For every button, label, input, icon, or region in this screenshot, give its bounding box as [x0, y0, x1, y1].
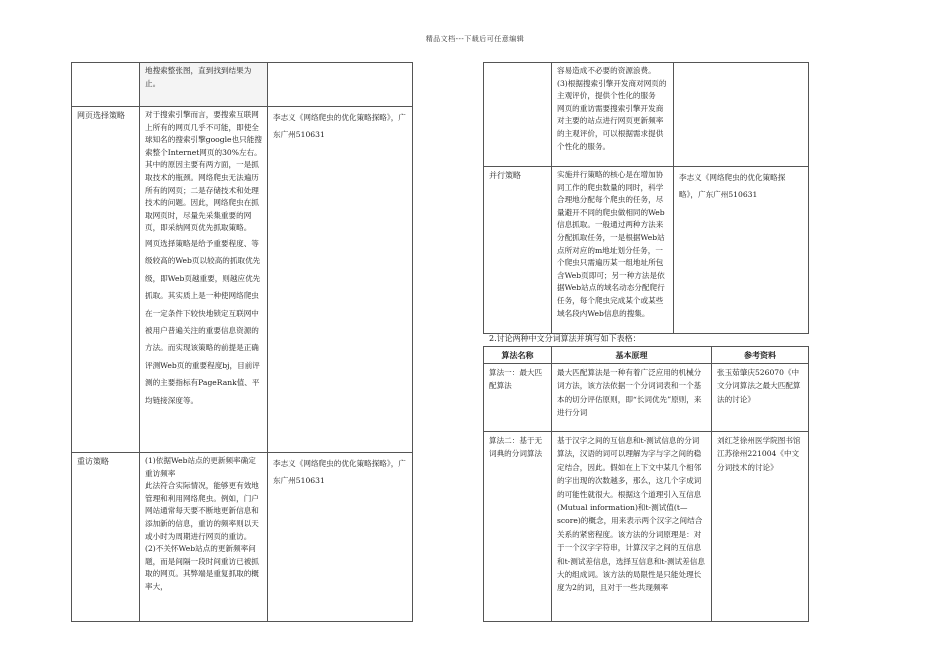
row-content-continued: 网页选择策略是给予重要程度、等级较高的Web页以较高的抓取优先级，即Web页越重要，则越应优先抓取。其实质上是一种使网络爬虫在一定条件下较快地锁定互联网中被用户普遍关注的重要信息资源的方法。而实现该策略的前提是正确评测Web页的重要程度bj，目前评测的主要指标有PageRank值、平均链接深度等。: [145, 238, 261, 405]
row-content: 容易造成不必要的资源浪费。 (3)根据搜索引擎开发商对网页的主观评价，提供个性化的服务 网页的重访需要搜索引擎开发商对主要的站点进行网页更新频率的主观评价，可以根据需求提供个性化的服务。: [552, 63, 674, 167]
table-header-row: [484, 347, 809, 364]
algorithm-table: [483, 346, 809, 622]
left-strategy-table: [71, 62, 413, 622]
algorithm-reference: 张玉茹肇庆526070《中文分词算法之最大匹配算法的讨论》: [712, 364, 809, 432]
row-label: 网页选择策略: [72, 107, 140, 453]
section-title: 2.讨论两种中文分词算法并填写如下表格：: [489, 334, 641, 343]
algorithm-principle: 最大匹配算法是一种有着广泛应用的机械分词方法，该方法依据一个分词词表和一个基本的切分评估原则，即“长词优先”原则，来进行分词: [552, 364, 712, 432]
row-label: [72, 63, 140, 107]
row-reference: 李志义《网络爬虫的优化策略探略》，广东广州510631: [674, 167, 809, 334]
right-strategy-table: [483, 62, 809, 334]
row-reference: 李志义《网络爬虫的优化策略探略》，广东广州510631: [268, 107, 413, 453]
header-note: 精品文档---下载后可任意编辑: [425, 35, 525, 43]
column-header: 基本原理: [552, 347, 712, 364]
table-row: [484, 63, 809, 167]
table-row: [484, 432, 809, 622]
table-row: [484, 364, 809, 432]
algorithm-principle: 基于汉字之间的互信息和t-测试信息的分词算法，汉语的词可以理解为字与字之间的稳定结合，因此。假如在上下文中某几个相邻的字出现的次数越多，那么，这几个字成词的可能性就很大。根据这个道理引入互信息(Mutual information)和t-测试值(t—score)的概念，用来表示两个汉字之间结合关系的紧密程度。该方法的分词原理是：对于一个汉字字符串，计算汉字之间的互信息和t-测试差信息，选择互信息和t-测试差信息大的组成词。该方法的局限性是只能处理长度为2的词，且对于一些共现频率: [552, 432, 712, 622]
table-row: [72, 453, 413, 622]
row-content: (1)依据Web站点的更新频率确定重访频率 此法符合实际情况，能够更有效地管理和利用网络爬虫。例如，门户网站通常每天要不断地更新信息和添加新的信息，重访的频率则以天或小时为周期进行网页的重访。 (2)不关怀Web站点的更新频率问题，而是间隔一段时间重访已被抓取的网页。其弊端是重复抓取的概率大，: [140, 453, 268, 622]
algorithm-name: 算法二：基于无词典的分词算法: [484, 432, 552, 622]
row-label: [484, 63, 552, 167]
column-header: 参考资料: [712, 347, 809, 364]
row-reference: [268, 63, 413, 107]
row-content: 对于搜索引擎而言，要搜索互联网上所有的网页几乎不可能，即使全球知名的搜索引擎google也只能搜索整个Internet网页的30%左右。其中的原因主要有两方面，一是抓取技术的瓶颈。网络爬虫无法遍历所有的网页；二是存储技术和处理技术的问题。因此，网络爬虫在抓取网页时，尽量先采集重要的网页，即采纳网页优先抓取策略。: [145, 110, 262, 233]
row-reference: [674, 63, 809, 167]
table-row: [484, 167, 809, 334]
row-label: 并行策略: [484, 167, 552, 334]
column-header: 算法名称: [484, 347, 552, 364]
row-label: 重访策略: [72, 453, 140, 622]
algorithm-name: 算法一：最大匹配算法: [484, 364, 552, 432]
table-row: [72, 107, 413, 453]
row-content: 实施并行策略的核心是在增加协同工作的爬虫数量的同时，科学合理地分配每个爬虫的任务，尽量避开不同的爬虫做相同的Web信息抓取。一般通过两种方法来分配抓取任务，一是根据Web站点所对应的m地址划分任务，一个爬虫只需遍历某一组地址所包含Web页即可；另一种方法是依据Web站点的域名动态分配爬行任务，每个爬虫完成某个或某些域名段内Web信息的搜集。: [552, 167, 674, 334]
table-row: [72, 63, 413, 107]
algorithm-reference: 刘红芝徐州医学院图书馆江苏徐州221004《中文分词技术的讨论》: [712, 432, 809, 622]
row-reference: 李志义《网络爬虫的优化策略探略》，广东广州510631: [268, 453, 413, 622]
row-content: 地搜索整张图，直到找到结果为止。: [140, 63, 268, 107]
